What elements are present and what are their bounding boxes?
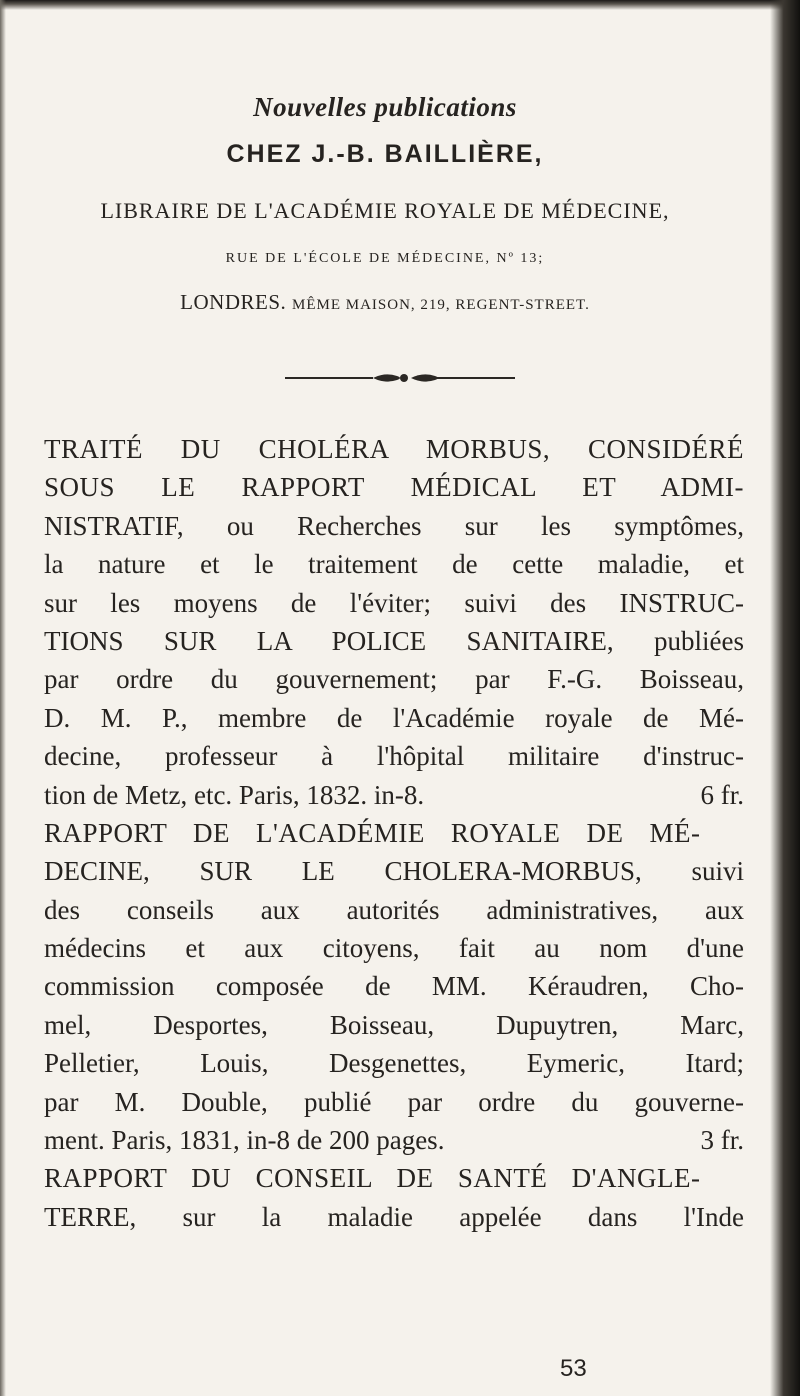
entry-1-line-2: SOUS LE RAPPORT MÉDICAL ET ADMI- [44,472,744,503]
entry-2-imprint: ment. Paris, 1831, in-8 de 200 pages. [44,1125,445,1156]
header-london-address [0,290,770,315]
entry-2-line-8: par M. Double, publié par ordre du gouverne- [44,1086,744,1117]
entry-3-line-1: RAPPORT DU CONSEIL DE SANTÉ D'ANGLE- [44,1163,701,1194]
page-right-edge-shadow [770,0,800,1396]
header-publisher-name: CHEZ J.-B. BAILLIÈRE, [226,140,544,168]
entry-2-price: 3 fr. [700,1125,744,1156]
entry-1-line-8: D. M. P., membre de l'Académie royale de Mé- [44,702,744,733]
entry-2-line-1: RAPPORT DE L'ACADÉMIE ROYALE DE MÉ- [44,817,701,848]
header-nouvelles-publications: Nouvelles publications [253,92,517,122]
entry-2-line-6: mel, Desportes, Boisseau, Dupuytren, Marc, [44,1009,744,1040]
entry-2-line-2: DECINE, SUR LE CHOLERA-MORBUS, suivi [44,856,744,887]
ornamental-rule-icon [285,370,515,386]
entry-1-line-9: decine, professeur à l'hôpital militaire d'instruc- [44,741,744,772]
entry-2-line-9 [44,1121,744,1159]
page-number: 53 [560,1355,587,1382]
entry-2-line-5: commission composée de MM. Kéraudren, Cho- [44,971,744,1002]
entry-1-line-7: par ordre du gouvernement; par F.-G. Boisseau, [44,664,744,695]
header-london-label: LONDRES. [180,290,287,314]
entry-1-price: 6 fr. [700,779,744,810]
entry-1-line-1: TRAITÉ DU CHOLÉRA MORBUS, CONSIDÉRÉ [44,434,744,464]
entry-1-line-4: la nature et le traitement de cette maladie, et [44,549,744,580]
header-london-street: MÊME MAISON, 219, REGENT-STREET. [292,297,590,313]
entry-3-line-2: TERRE, sur la maladie appelée dans l'Inde [44,1201,744,1232]
entry-2-line-3: des conseils aux autorités administratives, aux [44,894,744,925]
entry-2-line-7: Pelletier, Louis, Desgenettes, Eymeric, Itard; [44,1048,744,1079]
entry-1-line-6: TIONS SUR LA POLICE SANITAIRE, publiées [44,625,744,656]
entry-2-line-4: médecins et aux citoyens, fait au nom d'une [44,933,744,964]
header-publisher-title: LIBRAIRE DE L'ACADÉMIE ROYALE DE MÉDECINE, [100,198,670,223]
page-top-edge-shadow [0,0,800,10]
entry-1-line-10 [44,776,744,814]
header-address: RUE DE L'ÉCOLE DE MÉDECINE, Nº 13; [225,251,545,266]
entry-1-line-5: sur les moyens de l'éviter; suivi des INSTRUC- [44,587,744,618]
publication-listing [44,430,744,1236]
entry-1-line-3: NISTRATIF, ou Recherches sur les symptômes, [44,510,744,541]
entry-1-imprint: tion de Metz, etc. Paris, 1832. in-8. [44,779,425,810]
